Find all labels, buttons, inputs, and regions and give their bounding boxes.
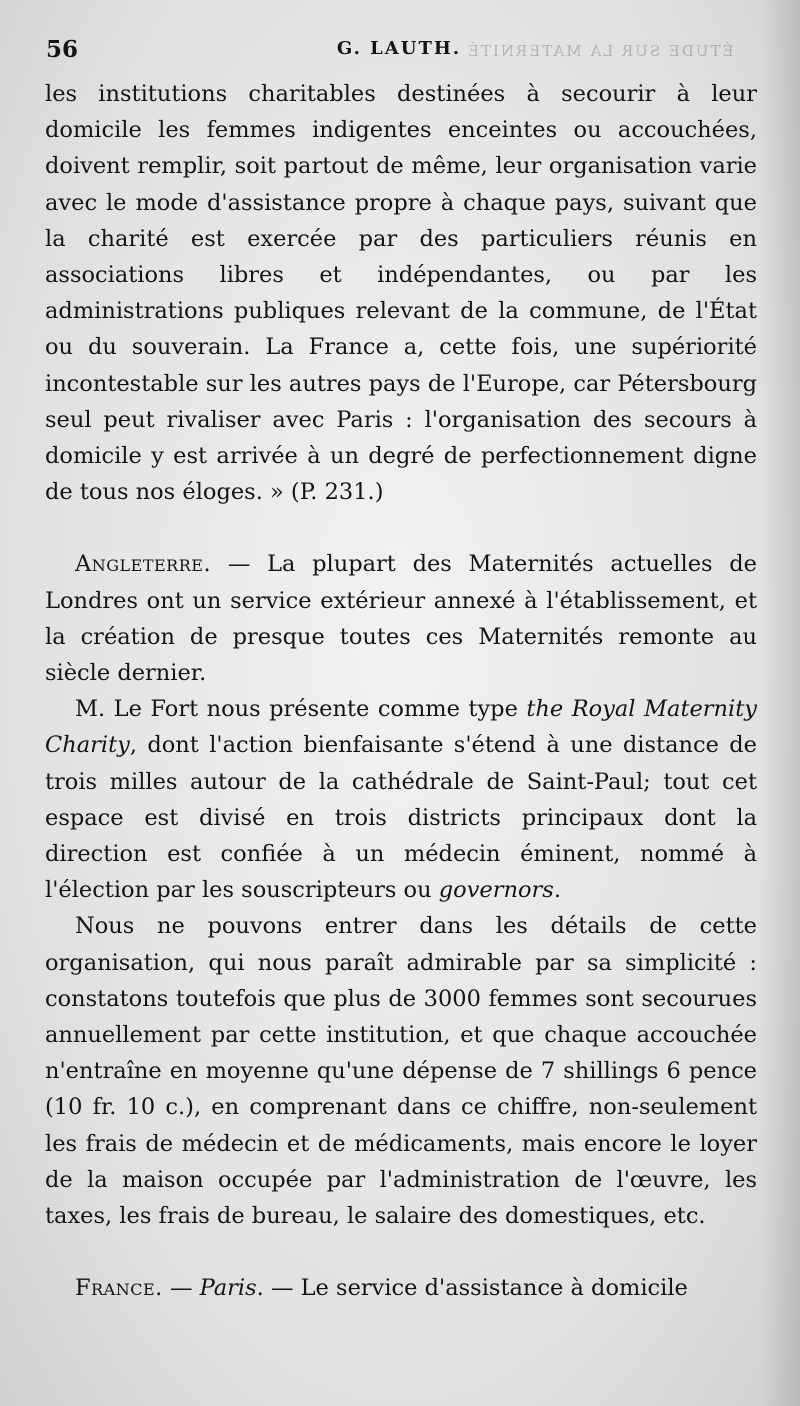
body-text	[45, 76, 757, 1307]
paragraph-gap	[45, 510, 757, 546]
running-head: G. LAUTH.	[336, 38, 462, 59]
page-number: 56	[46, 36, 79, 63]
paris-heading: Paris	[199, 1275, 257, 1302]
paragraph-organisation: Nous ne pouvons entrer dans les détails de cette organisation, qui nous paraît admirable par sa simplicité : constatons toutefois que plus de 3000 femmes sont secourues annuellement par cette institution, et que chaque accouchée n'entraîne en moyenne qu'une dépense de 7 shillings 6 pence (10 fr. 10 c.), en comprenant dans ce chiffre, non-seulement les frais de médecin et de médicaments, mais encore le loyer de la maison occupée par l'administration de l'œuvre, les taxes, les frais de bureau, le salaire des domestiques, etc.	[45, 913, 757, 1230]
paragraph-continuation: les institutions charitables destinées à secourir à leur domicile les femmes indigentes enceintes ou accouchées, doivent remplir, soit partout de même, leur organisation varie avec le mode d'assistance propre à chaque pays, suivant que la charité est exercée par des particuliers réunis en associations libres et indépendantes, ou par les administrations publiques relevant de la commune, de l'État ou du souverain. La France a, cette fois, une supériorité incontestable sur les autres pays de l'Europe, car Pétersbourg seul peut rivaliser avec Paris : l'organisation des secours à domicile y est arrivée à un degré de perfectionnement digne de tous nos éloges. » (P. 231.)	[45, 81, 757, 506]
paragraph-angleterre-text: — La plupart des Maternités actuelles de Londres ont un service extérieur annexé à l'établissement, et la création de presque toutes ces Maternités remonte au siècle dernier.	[45, 551, 757, 687]
paragraph-gap	[45, 1234, 757, 1270]
section-head-angleterre: Angleterre.	[75, 551, 212, 578]
governors-term: governors	[438, 877, 554, 904]
paragraph-france-text: . — Le service d'assistance à domicile	[256, 1275, 688, 1302]
bleed-through-text: ÉTUDE SUR LA MATERNITÉ	[466, 42, 734, 60]
section-head-france: France.	[75, 1275, 163, 1302]
paragraph-le-fort-text-a: M. Le Fort nous présente comme type	[75, 696, 527, 723]
royal-maternity-charity-title: the Royal Maternity Charity	[45, 696, 757, 759]
page-header	[46, 36, 752, 70]
paragraph-le-fort-text-b: , dont l'action bienfaisante s'étend à une distance de trois milles autour de la cathédrale de Saint-Paul; tout cet espace est divisé en trois districts principaux dont la direction est confiée à un médecin éminent, nommé à l'élection par les souscripteurs ou	[45, 732, 757, 904]
paragraph-le-fort	[45, 691, 757, 908]
paragraph-le-fort-text-c: .	[553, 877, 561, 904]
paragraph-france-dash: —	[162, 1275, 200, 1302]
paragraph-angleterre	[45, 546, 757, 691]
paragraph-france	[45, 1270, 757, 1306]
page-gutter-shadow	[760, 0, 800, 1406]
